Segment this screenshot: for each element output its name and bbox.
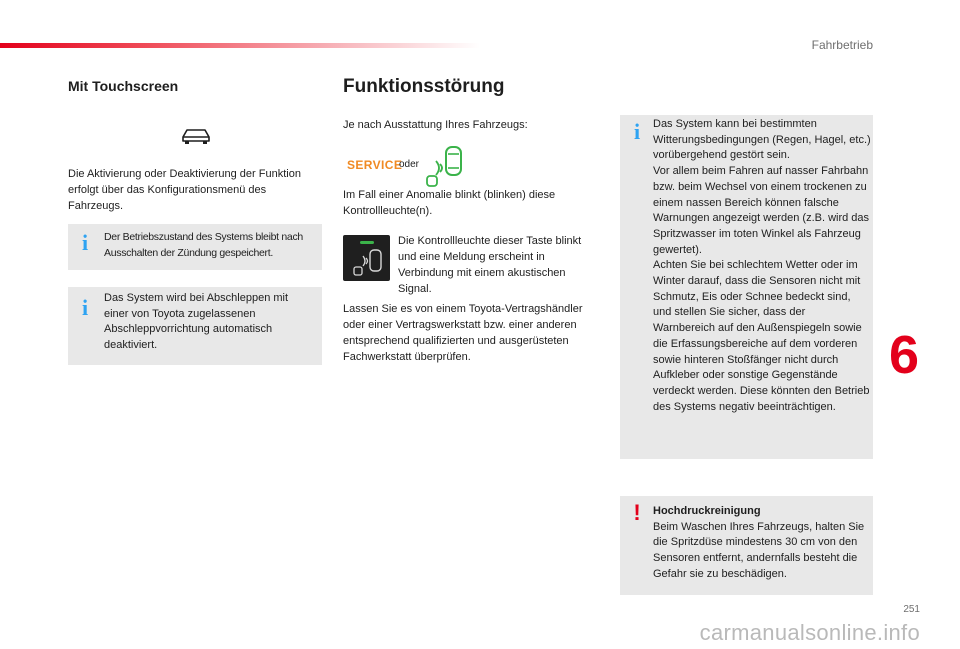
service-warning-indicator: SERVICE — [347, 158, 403, 172]
info-box-text: Das System kann bei bestimmten Witterungsbedingungen (Regen, Hagel, etc.) vorübergehend gestört sein. Vor allem beim Fahren auf nasser Fahrbahn bzw. beim Wechsel von einem trockenen zu einem nassen Bereich können falsche Warnungen angezeigt werden (z.B. wird das Spritzwasser im toten Winkel als Fahrzeug gewertet). Achten Sie bei schlechtem Wetter oder im Winter darauf, dass die Sensoren nicht mit Schmutz, Eis oder Schnee bedeckt sind, und stellen Sie sicher, dass der Warnbereich auf den Außenspiegeln sowie die Erfassungsbereiche auf dem vorderen sowie hinteren Stoßfänger nicht durch Aufkleber oder sonstige Gegenstände verdeckt werden. Diese könnten den Betrieb des Systems negativ beeinträchtigen. — [653, 118, 871, 413]
warning-icon: ! — [633, 500, 641, 525]
info-icon: i — [633, 119, 641, 144]
malfunction-heading: Funktionsstörung — [343, 76, 505, 97]
info-icon: i — [81, 295, 89, 320]
touchscreen-description: Die Aktivierung oder Deaktivierung der Funktion erfolgt über das Konfigurationsmenü des Fahrzeugs. — [68, 168, 301, 212]
site-watermark: carmanualsonline.info — [699, 620, 920, 645]
info-box-text: Der Betriebszustand des Systems bleibt nach Ausschalten der Zündung gespeichert. — [104, 231, 303, 259]
anomaly-text: Im Fall einer Anomalie blinkt (blinken) diese Kontrollleuchte(n). — [343, 189, 556, 217]
info-box-state-saved — [68, 224, 322, 270]
info-icon: i — [81, 230, 89, 255]
dealer-check-text: Lassen Sie es von einem Toyota-Vertragshändler oder einer Vertragswerkstatt bzw. einer anderen entsprechend qualifizierten und ausgerüsteten Fachwerkstatt überprüfen. — [343, 303, 583, 363]
info-box-text: Das System wird bei Abschleppen mit einer von Toyota zugelassenen Abschleppvorrichtung automatisch deaktiviert. — [104, 292, 289, 352]
warning-title: Hochdruckreinigung — [653, 505, 761, 517]
warning-text: Beim Waschen Ihres Fahrzeugs, halten Sie die Spritzdüse mindestens 30 cm von den Sensoren entfernt, andernfalls besteht die Gefahr sie zu beschädigen. — [653, 520, 865, 580]
header-accent-bar — [0, 43, 480, 48]
chapter-number: 6 — [889, 325, 920, 385]
or-label: oder — [399, 159, 420, 170]
car-settings-icon — [180, 126, 212, 146]
button-lamp-text: Die Kontrollleuchte dieser Taste blinkt und eine Meldung erscheint in Verbindung mit einem akustischen Signal. — [398, 235, 582, 295]
blind-spot-button-icon — [343, 235, 390, 281]
blind-spot-warning-lamp-icon — [424, 144, 466, 188]
section-title: Fahrbetrieb — [811, 38, 873, 52]
warning-box-pressure-washing — [620, 496, 873, 595]
equipment-intro: Je nach Ausstattung Ihres Fahrzeugs: — [343, 119, 528, 131]
touchscreen-heading: Mit Touchscreen — [68, 78, 179, 94]
button-warning-lamp — [343, 235, 390, 281]
info-box-weather — [620, 115, 873, 459]
info-box-towing — [68, 287, 322, 365]
page-number: 251 — [903, 604, 920, 615]
